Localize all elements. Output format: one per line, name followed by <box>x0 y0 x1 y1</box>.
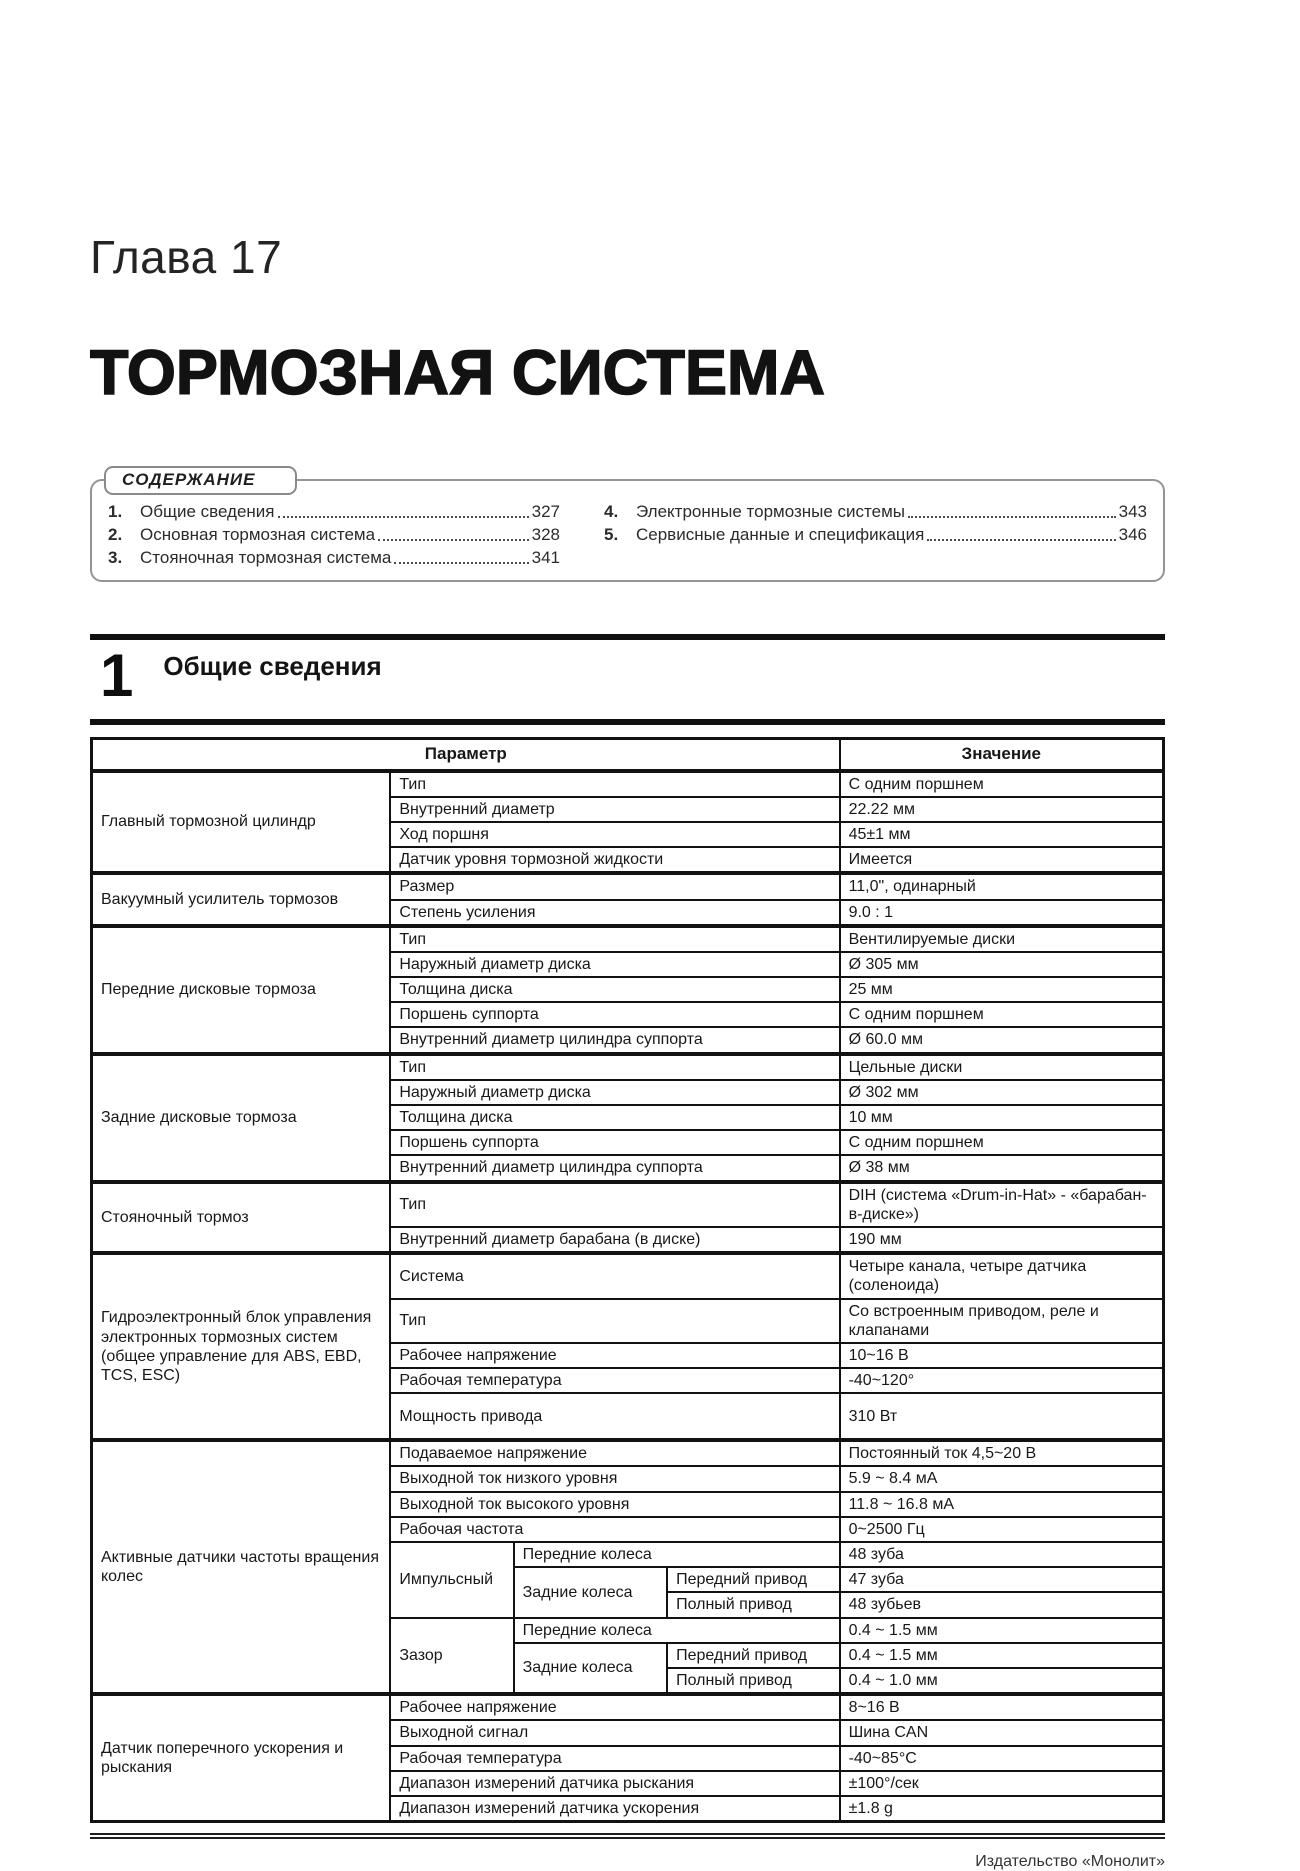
table-row <box>92 1054 1164 1080</box>
toc-item <box>604 524 1147 545</box>
toc-label: Электронные тормозные системы <box>636 502 906 521</box>
table-subparam-cell: Полный привод <box>667 1668 840 1694</box>
spec-table <box>90 737 1165 1823</box>
table-param-cell: Тип <box>390 1054 839 1080</box>
table-row <box>92 1694 1164 1720</box>
table-param-cell: Толщина диска <box>390 977 839 1002</box>
table-group-cell: Вакуумный усилитель тормозов <box>92 873 391 925</box>
toc-label: Стояночная тормозная система <box>140 548 392 567</box>
table-value-cell: 5.9 ~ 8.4 мА <box>840 1466 1164 1491</box>
table-row <box>92 1440 1164 1466</box>
table-value-cell: С одним поршнем <box>840 1002 1164 1027</box>
table-subparam-cell: Зазор <box>390 1618 513 1695</box>
table-param-cell: Тип <box>390 1182 839 1227</box>
table-header-param: Параметр <box>92 739 840 771</box>
table-value-cell: 11,0", одинарный <box>840 873 1164 899</box>
table-group-cell: Задние дисковые тормоза <box>92 1054 391 1182</box>
table-row <box>92 873 1164 899</box>
dot-leader <box>908 516 1116 518</box>
table-value-cell: -40~120° <box>840 1368 1164 1393</box>
table-subparam-cell: Задние колеса <box>514 1567 667 1617</box>
table-param-cell: Датчик уровня тормозной жидкости <box>390 847 839 873</box>
table-param-cell: Подаваемое напряжение <box>390 1440 839 1466</box>
toc-page-number: 343 <box>1118 502 1147 521</box>
table-value-cell: Цельные диски <box>840 1054 1164 1080</box>
toc-item <box>108 501 560 522</box>
table-value-cell: Вентилируемые диски <box>840 926 1164 952</box>
chapter-heading: Глава 17 <box>90 231 283 283</box>
table-value-cell: 10 мм <box>840 1105 1164 1130</box>
toc-page-number: 327 <box>531 502 560 521</box>
table-value-cell: Ø 60.0 мм <box>840 1027 1164 1053</box>
table-value-cell: ±100°/сек <box>840 1771 1164 1796</box>
table-value-cell: Шина CAN <box>840 1720 1164 1745</box>
table-param-cell: Внутренний диаметр цилиндра суппорта <box>390 1027 839 1053</box>
table-param-cell: Выходной ток низкого уровня <box>390 1466 839 1491</box>
table-param-cell: Система <box>390 1253 839 1298</box>
section-header <box>90 634 1165 725</box>
table-subparam-cell: Передние колеса <box>514 1542 840 1567</box>
table-param-cell: Внутренний диаметр <box>390 797 839 822</box>
table-param-cell: Выходной сигнал <box>390 1720 839 1745</box>
table-group-cell: Главный тормозной цилиндр <box>92 771 391 874</box>
toc-column-left <box>108 501 560 568</box>
table-value-cell: Ø 38 мм <box>840 1155 1164 1181</box>
table-param-cell: Внутренний диаметр барабана (в диске) <box>390 1227 839 1253</box>
dot-leader <box>394 562 528 564</box>
table-param-cell: Рабочая частота <box>390 1517 839 1542</box>
table-param-cell: Наружный диаметр диска <box>390 952 839 977</box>
table-group-cell: Гидроэлектронный блок управления электронных тормозных систем (общее управление для ABS, EBD, TCS, ESC) <box>92 1253 391 1440</box>
table-value-cell: 8~16 В <box>840 1694 1164 1720</box>
toc-page-number: 346 <box>1118 525 1147 544</box>
table-value-cell: 0.4 ~ 1.5 мм <box>840 1618 1164 1643</box>
table-value-cell: 48 зубьев <box>840 1592 1164 1617</box>
table-subparam-cell: Передний привод <box>667 1567 840 1592</box>
contents-label: СОДЕРЖАНИЕ <box>104 466 297 495</box>
table-param-cell: Ход поршня <box>390 822 839 847</box>
dot-leader <box>927 539 1115 541</box>
table-row <box>92 771 1164 797</box>
table-value-cell: 10~16 В <box>840 1343 1164 1368</box>
table-value-cell: 47 зуба <box>840 1567 1164 1592</box>
table-value-cell: 9.0 : 1 <box>840 900 1164 926</box>
table-param-cell: Наружный диаметр диска <box>390 1080 839 1105</box>
toc-page-number: 328 <box>531 525 560 544</box>
table-header-value: Значение <box>840 739 1164 771</box>
footer-rule <box>90 1833 1165 1839</box>
table-value-cell: С одним поршнем <box>840 1130 1164 1155</box>
table-param-cell: Степень усиления <box>390 900 839 926</box>
toc-item <box>604 501 1147 522</box>
table-value-cell: 0.4 ~ 1.5 мм <box>840 1643 1164 1668</box>
table-subparam-cell: Передний привод <box>667 1643 840 1668</box>
toc-column-right <box>604 501 1147 568</box>
section-number: 1 <box>100 642 134 709</box>
toc-page-number: 341 <box>531 548 560 567</box>
table-param-cell: Рабочее напряжение <box>390 1343 839 1368</box>
spec-table-body <box>92 771 1164 1822</box>
toc-number: 5. <box>604 525 619 544</box>
table-subparam-cell: Задние колеса <box>514 1643 667 1694</box>
dot-leader <box>278 516 529 518</box>
table-param-cell: Внутренний диаметр цилиндра суппорта <box>390 1155 839 1181</box>
table-param-cell: Поршень суппорта <box>390 1130 839 1155</box>
table-param-cell: Рабочая температура <box>390 1368 839 1393</box>
section-title: Общие сведения <box>163 651 382 681</box>
publisher-credit: Издательство «Монолит» <box>975 1853 1165 1871</box>
table-group-cell: Стояночный тормоз <box>92 1182 391 1254</box>
table-value-cell: 45±1 мм <box>840 822 1164 847</box>
table-param-cell: Размер <box>390 873 839 899</box>
table-param-cell: Тип <box>390 926 839 952</box>
table-subparam-cell: Передние колеса <box>514 1618 840 1643</box>
page-title: ТОРМОЗНАЯ СИСТЕМА <box>90 338 826 408</box>
table-header-row <box>92 739 1164 771</box>
table-row <box>92 1253 1164 1298</box>
table-param-cell: Выходной ток высокого уровня <box>390 1492 839 1517</box>
table-group-cell: Активные датчики частоты вращения колес <box>92 1440 391 1694</box>
table-row <box>92 1182 1164 1227</box>
table-value-cell: Четыре канала, четыре датчика (соленоида) <box>840 1253 1164 1298</box>
table-subparam-cell: Импульсный <box>390 1542 513 1618</box>
table-value-cell: -40~85°C <box>840 1746 1164 1771</box>
table-value-cell: Ø 302 мм <box>840 1080 1164 1105</box>
table-param-cell: Диапазон измерений датчика ускорения <box>390 1796 839 1822</box>
toc-number: 2. <box>108 525 123 544</box>
table-subparam-cell: Полный привод <box>667 1592 840 1617</box>
table-value-cell: 310 Вт <box>840 1393 1164 1440</box>
table-param-cell: Поршень суппорта <box>390 1002 839 1027</box>
table-param-cell: Мощность привода <box>390 1393 839 1440</box>
table-value-cell: ±1.8 g <box>840 1796 1164 1822</box>
toc-number: 3. <box>108 548 123 567</box>
table-value-cell: 25 мм <box>840 977 1164 1002</box>
table-row <box>92 926 1164 952</box>
page-content <box>90 0 1165 1871</box>
table-value-cell: Ø 305 мм <box>840 952 1164 977</box>
table-param-cell: Тип <box>390 1299 839 1343</box>
table-value-cell: Постоянный ток 4,5~20 В <box>840 1440 1164 1466</box>
table-param-cell: Толщина диска <box>390 1105 839 1130</box>
table-param-cell: Тип <box>390 771 839 797</box>
table-value-cell: Со встроенным приводом, реле и клапанами <box>840 1299 1164 1343</box>
toc-label: Основная тормозная система <box>140 525 376 544</box>
toc-columns <box>108 501 1147 568</box>
toc-item <box>108 547 560 568</box>
table-param-cell: Рабочая температура <box>390 1746 839 1771</box>
table-value-cell: 48 зуба <box>840 1542 1164 1567</box>
table-param-cell: Диапазон измерений датчика рыскания <box>390 1771 839 1796</box>
toc-item <box>108 524 560 545</box>
table-value-cell: DIH (система «Drum-in-Hat» - «барабан-в-диске») <box>840 1182 1164 1227</box>
table-value-cell: С одним поршнем <box>840 771 1164 797</box>
table-value-cell: 0.4 ~ 1.0 мм <box>840 1668 1164 1694</box>
toc-label: Общие сведения <box>140 502 275 521</box>
toc-number: 1. <box>108 502 123 521</box>
table-value-cell: 11.8 ~ 16.8 мА <box>840 1492 1164 1517</box>
table-value-cell: 190 мм <box>840 1227 1164 1253</box>
table-value-cell: Имеется <box>840 847 1164 873</box>
table-group-cell: Датчик поперечного ускорения и рыскания <box>92 1694 391 1821</box>
dot-leader <box>378 539 529 541</box>
contents-box <box>90 470 1165 582</box>
toc-number: 4. <box>604 502 619 521</box>
table-param-cell: Рабочее напряжение <box>390 1694 839 1720</box>
table-value-cell: 0~2500 Гц <box>840 1517 1164 1542</box>
toc-label: Сервисные данные и спецификация <box>636 525 925 544</box>
table-group-cell: Передние дисковые тормоза <box>92 926 391 1054</box>
table-value-cell: 22.22 мм <box>840 797 1164 822</box>
